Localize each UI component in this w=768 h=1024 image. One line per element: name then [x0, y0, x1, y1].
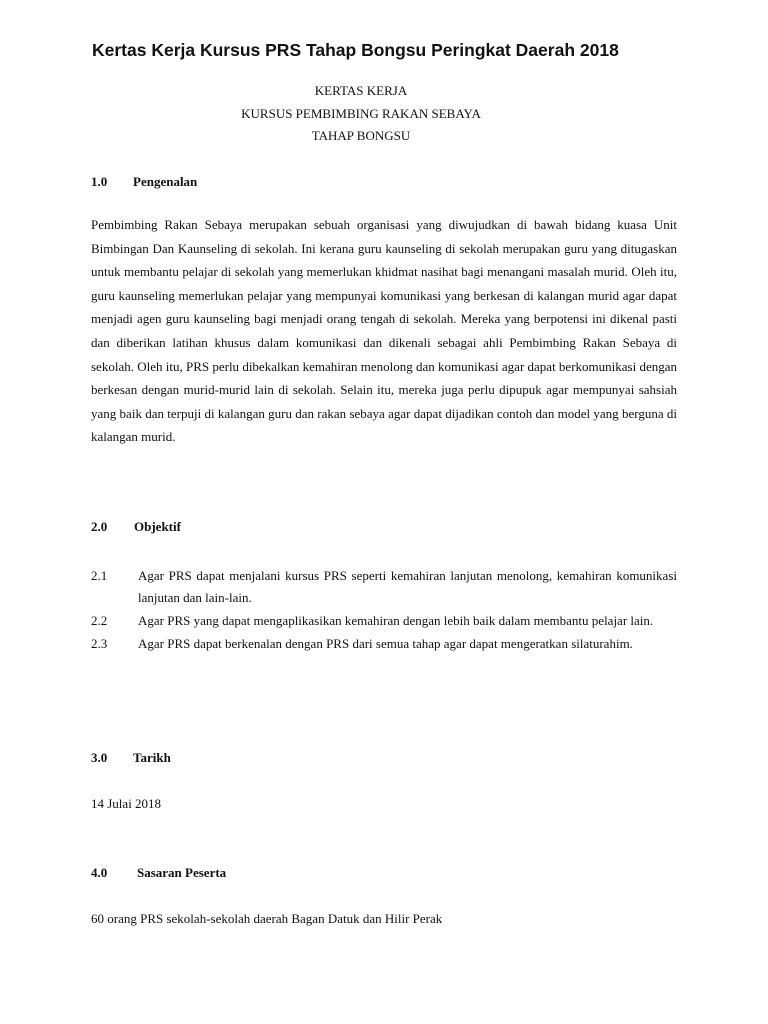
section-number: 2.0	[91, 519, 108, 534]
list-item-number: 2.3	[91, 636, 108, 651]
list-item-text: Agar PRS dapat menjalani kursus PRS seperti kemahiran lanjutan menolong, kemahiran komunikasi lanjutan dan lain-lain.	[138, 568, 677, 605]
list-item-number: 2.1	[91, 568, 108, 583]
section-number: 4.0	[91, 865, 108, 880]
section-3-date: 14 Julai 2018	[91, 796, 162, 811]
section-4-heading	[91, 865, 226, 881]
heading-line-3: TAHAP BONGSU	[311, 128, 411, 143]
list-item	[91, 610, 677, 632]
section-2-heading	[91, 519, 181, 535]
section-number: 3.0	[91, 750, 108, 765]
section-title: Objektif	[134, 519, 181, 534]
document-title: Kertas Kerja Kursus PRS Tahap Bongsu Peringkat Daerah 2018	[92, 40, 619, 60]
section-4-text: 60 orang PRS sekolah-sekolah daerah Bagan Datuk dan Hilir Perak	[91, 911, 443, 926]
list-item-text: Agar PRS dapat berkenalan dengan PRS dari semua tahap agar dapat mengeratkan silaturahim.	[138, 636, 633, 651]
section-1-heading	[91, 174, 197, 190]
objective-list	[91, 565, 677, 656]
list-item	[91, 633, 677, 655]
section-1-paragraph: Pembimbing Rakan Sebaya merupakan sebuah organisasi yang diwujudkan di bawah bidang kuasa Unit Bimbingan Dan Kaunseling di sekolah. Ini kerana guru kaunseling di sekolah merupakan guru yang ditugaskan untuk membantu pelajar di sekolah yang memerlukan khidmat nasihat bagi menangani masalah murid. Oleh itu, guru kaunseling memerlukan pelajar yang mempunyai komunikasi yang berkesan di kalangan murid agar dapat menjadi agen guru kaunseling bagi menjadi orang tengah di sekolah. Mereka yang berpotensi ini dikenal pasti dan diberikan latihan khusus dalam komunikasi dan dikenali sebagai ahli Pembimbing Rakan Sebaya di sekolah. Oleh itu, PRS perlu dibekalkan kemahiran menolong dan komunikasi agar dapat berkomunikasi dengan berkesan dengan murid-murid lain di sekolah. Selain itu, mereka juga perlu dipupuk agar mempunyai sahsiah yang baik dan terpuji di kalangan guru dan rakan sebaya agar dapat dijadikan contoh dan model yang berguna di kalangan murid.	[91, 217, 677, 445]
section-title: Tarikh	[133, 750, 171, 765]
heading-line-1: KERTAS KERJA	[314, 83, 408, 98]
list-item-text: Agar PRS yang dapat mengaplikasikan kemahiran dengan lebih baik dalam membantu pelajar lain.	[138, 613, 654, 628]
heading-line-2: KURSUS PEMBIMBING RAKAN SEBAYA	[241, 105, 481, 121]
section-number: 1.0	[91, 174, 108, 189]
list-item-number: 2.2	[91, 613, 108, 628]
section-title: Sasaran Peserta	[137, 865, 227, 880]
section-3-heading	[91, 750, 171, 766]
list-item	[91, 565, 677, 609]
section-title: Pengenalan	[133, 174, 198, 189]
document-heading	[0, 80, 722, 148]
